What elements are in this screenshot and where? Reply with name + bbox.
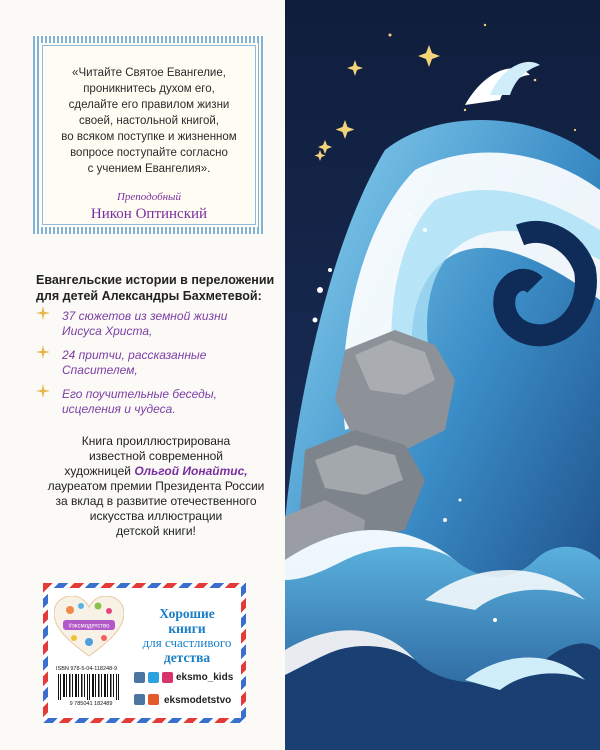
body-line: за вклад в развитие отечественного [55,494,257,508]
quote-text [40,65,258,177]
barcode-digits: 9 785041 182489 [69,701,113,706]
body-line [36,464,276,479]
social-handle: eksmo_kids [176,672,234,683]
vk-icon [134,672,145,683]
wave-illustration [285,0,600,750]
sparkle-icon [36,384,50,398]
quote-line: во всяком поступке и жизненном [61,131,237,143]
body-line: известной современной [88,449,224,463]
intro-line: Евангельские истории в переложении [36,273,275,287]
body-line: Книга проиллюстрирована [81,434,231,448]
bullet-text: 37 сюжетов из земной жизни [62,309,228,323]
body-line: искусства иллюстрации [89,509,223,523]
ok-icon [148,694,159,705]
heart-logo [54,596,124,658]
slogan-line: книги [168,621,206,636]
quote-author-title: Преподобный [116,191,182,203]
bullet-text: Спасителем, [62,363,138,377]
sparkle-icon [36,345,50,359]
body-line: лауреатом премии Президента России [47,479,265,493]
barcode [56,674,126,706]
illustrator-name: Ольгой Ионайтис, [134,464,248,478]
quote-line: сделайте его правилом жизни [68,99,230,111]
intro-line: для детей Александры Бахметевой: [36,289,262,303]
sparkle-icon [36,306,50,320]
instagram-icon [162,672,173,683]
quote-line: своей, настольной книгой, [79,115,219,127]
quote-line: вопросе поступайте согласно [70,147,228,159]
bullet-text: исцеления и чудеса. [62,402,176,416]
quote-frame [33,36,265,234]
intro-heading [36,272,286,304]
isbn: ISBN 978-5-04-118248-9 [56,666,118,672]
slogan-line: детства [163,650,211,665]
telegram-icon [148,672,159,683]
heart-hashtag: #эксмодетство [68,623,110,630]
social-row [134,672,244,686]
quote-line: «Читайте Святое Евангелие, [72,67,226,79]
body-line: детской книги! [116,524,196,538]
quote-line: с учением Евангелия». [87,163,211,175]
social-row [134,694,244,708]
quote-author-name: Никон Оптинский [90,206,208,222]
bullet-text: 24 притчи, рассказанные [62,348,207,362]
publisher-sticker [43,583,246,723]
quote-line: проникнитесь духом его, [83,83,215,95]
slogan [132,606,242,665]
body-line-part: художницей [64,464,135,478]
slogan-line: Хорошие [159,606,215,621]
social-links [134,672,244,716]
slogan-line: для счастливого [142,635,232,650]
bullet-text: Иисуса Христа, [62,324,153,338]
illustrator-note [36,434,276,539]
bullet-text: Его поучительные беседы, [62,387,217,401]
social-handle: eksmodetstvo [164,695,232,706]
vk-icon [134,694,145,705]
